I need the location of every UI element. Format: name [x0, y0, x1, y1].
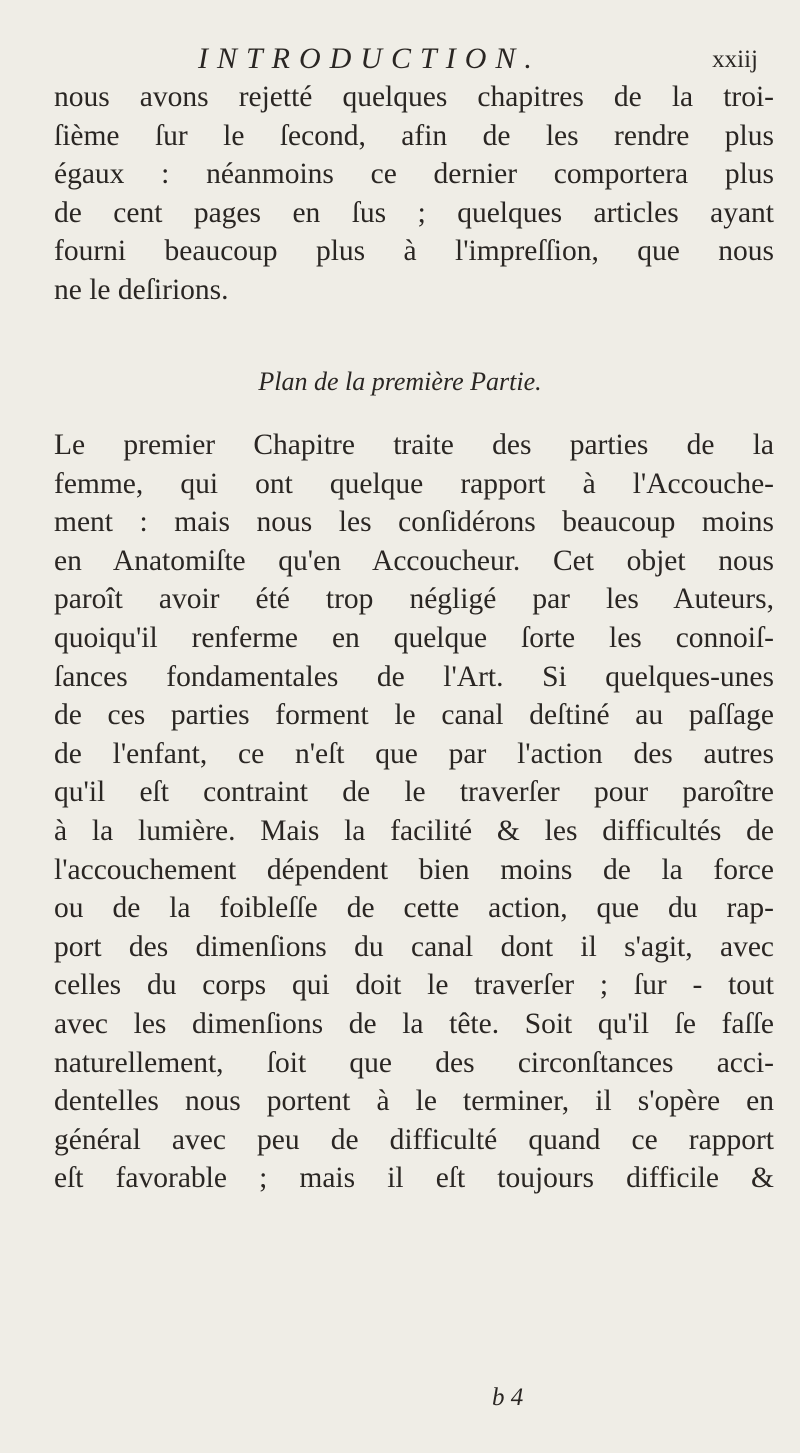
text-line: avec les dimenſions de la tête. Soit qu'il ſe faſſe: [54, 1007, 774, 1040]
text-line: de cent pages en ſus ; quelques articles ayant: [54, 196, 774, 229]
text-line: en Anatomiſte qu'en Accoucheur. Cet objet nous: [54, 544, 774, 577]
paragraph-plan: [54, 426, 774, 1198]
text-line: qu'il eſt contraint de le traverſer pour paroître: [54, 776, 774, 809]
text-line: ne le deſirions.: [54, 273, 229, 306]
running-head: [198, 42, 758, 82]
section-heading: Plan de la première Partie.: [258, 367, 542, 396]
text-line: égaux : néanmoins ce dernier comportera plus: [54, 158, 774, 191]
text-line: ou de la foibleſſe de cette action, que du rap-: [54, 892, 774, 925]
text-line: Le premier Chapitre traite des parties de la: [54, 429, 774, 461]
text-line: port des dimenſions du canal dont il s'agit, avec: [54, 930, 774, 963]
text-line: de l'enfant, ce n'eſt que par l'action des autres: [54, 737, 774, 770]
text-line: ſième ſur le ſecond, afin de les rendre plus: [54, 119, 774, 152]
text-line: de ces parties forment le canal deſtiné au paſſage: [54, 699, 774, 732]
text-line: ment : mais nous les conſidérons beaucoup moins: [54, 506, 774, 539]
signature-mark: b 4: [492, 1384, 524, 1411]
text-line: paroît avoir été trop négligé par les Auteurs,: [54, 583, 774, 616]
text-line: à la lumière. Mais la facilité & les difficultés de: [54, 814, 774, 847]
text-line: fourni beaucoup plus à l'impreſſion, que nous: [54, 235, 774, 268]
text-line: dentelles nous portent à le terminer, il s'opère en: [54, 1085, 774, 1118]
text-line: général avec peu de difficulté quand ce rapport: [54, 1123, 774, 1156]
text-line: nous avons rejetté quelques chapitres de la troi-: [54, 81, 774, 113]
page-number: xxiij: [712, 46, 758, 73]
text-line: eſt favorable ; mais il eſt toujours difficile &: [54, 1162, 774, 1195]
text-line: quoiqu'il renferme en quelque ſorte les connoiſ-: [54, 621, 774, 654]
text-line: femme, qui ont quelque rapport à l'Accouche-: [54, 467, 774, 500]
text-line: l'accouchement dépendent bien moins de la force: [54, 853, 774, 886]
running-title: INTRODUCTION.: [198, 42, 541, 75]
text-line: celles du corps qui doit le traverſer ; ſur - tout: [54, 969, 774, 1002]
text-line: naturellement, ſoit que des circonſtances acci-: [54, 1046, 774, 1079]
paragraph-continuation: [54, 78, 774, 310]
text-line: ſances fondamentales de l'Art. Si quelques-unes: [54, 660, 774, 693]
